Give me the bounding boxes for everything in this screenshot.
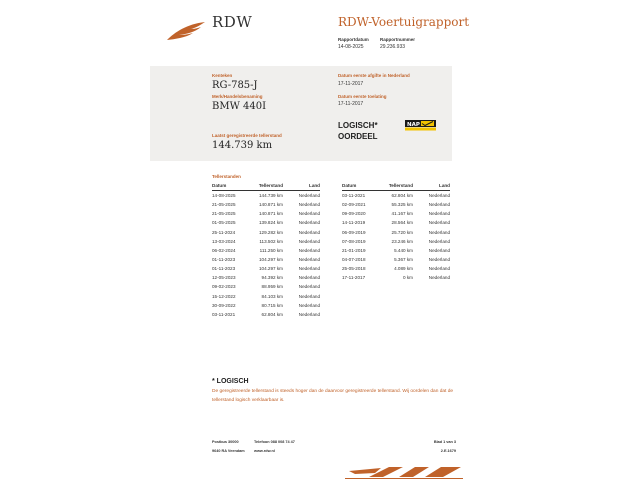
row-datum: 02-09-2021 xyxy=(342,202,366,208)
row-tellerstand: 84.103 km xyxy=(261,293,283,299)
table-row xyxy=(342,218,450,227)
row-tellerstand: 144.739 km xyxy=(258,193,283,199)
row-datum: 01-11-2023 xyxy=(212,257,236,263)
row-land: Nederland xyxy=(298,220,320,226)
col-land: Land xyxy=(413,182,450,191)
table-row xyxy=(342,191,450,201)
tellerstanden-table-left xyxy=(212,182,320,319)
table-row xyxy=(342,209,450,218)
row-land: Nederland xyxy=(428,257,450,263)
row-datum: 25-05-2018 xyxy=(342,266,366,272)
table-row xyxy=(212,310,320,319)
merk-label: Merk/Handelsbenaming xyxy=(212,94,263,99)
row-tellerstand: 104.297 km xyxy=(258,266,283,272)
row-datum: 13-03-2024 xyxy=(212,238,236,244)
tellerstanden-title: Tellerstanden xyxy=(212,174,241,179)
col-land: Land xyxy=(283,182,320,191)
row-datum: 07-08-2019 xyxy=(342,238,366,244)
table-header-row xyxy=(342,182,450,191)
tellerstanden-table-right xyxy=(342,182,450,282)
row-datum: 01-05-2025 xyxy=(212,220,236,226)
row-tellerstand: 80.715 km xyxy=(261,302,283,308)
row-tellerstand: 94.392 km xyxy=(261,275,283,281)
row-tellerstand: 55.325 km xyxy=(391,202,413,208)
row-datum: 30-09-2022 xyxy=(212,302,236,308)
rapportdatum-value: 14-08-2025 xyxy=(338,44,364,50)
row-land: Nederland xyxy=(298,275,320,281)
table-row xyxy=(212,191,320,201)
tellerstand-value: 144.739 km xyxy=(212,140,273,151)
row-tellerstand: 111.250 km xyxy=(259,247,283,253)
row-land: Nederland xyxy=(298,302,320,308)
footer-stripes-icon xyxy=(345,465,463,480)
footer-page: Blad 1 van 3 xyxy=(433,440,456,444)
row-datum: 15-12-2022 xyxy=(212,293,236,299)
row-land: Nederland xyxy=(428,229,450,235)
row-land: Nederland xyxy=(298,202,320,208)
row-land: Nederland xyxy=(298,247,320,253)
logisch-description: De geregistreerde tellerstand is steeds hoger dan de daarvoor geregistreerde tellerstand. Wij oordelen dan dat de tellerstand logisch verklaarbaar is. xyxy=(212,389,454,403)
col-tellerstand: Tellerstand xyxy=(252,182,283,191)
row-datum: 03-11-2021 xyxy=(212,311,236,317)
table-row xyxy=(212,292,320,301)
table-row xyxy=(212,282,320,291)
footer-web: www.rdw.nl xyxy=(254,449,275,453)
row-land: Nederland xyxy=(298,229,320,235)
table-row xyxy=(342,246,450,255)
footer-phone: Telefoon 088 008 74 47 xyxy=(254,440,295,444)
row-tellerstand: 140.871 km xyxy=(258,211,283,217)
footer-code: 2.E.1679 xyxy=(440,449,456,453)
row-datum: 12-05-2023 xyxy=(212,275,236,281)
row-land: Nederland xyxy=(298,257,320,263)
table-row xyxy=(342,200,450,209)
rapportnummer-value: 29.236.933 xyxy=(380,44,406,50)
row-tellerstand: 113.502 km xyxy=(259,238,283,244)
footer-postbus: Postbus 30000 xyxy=(212,440,239,444)
nap-text: NAP xyxy=(407,121,420,128)
row-datum: 21-05-2025 xyxy=(212,202,236,208)
vehicle-summary-band xyxy=(150,66,452,161)
row-tellerstand: 140.871 km xyxy=(258,202,283,208)
table-row xyxy=(342,273,450,282)
table-row xyxy=(212,228,320,237)
report-title: RDW-Voertuigrapport xyxy=(338,15,470,29)
row-land: Nederland xyxy=(298,238,320,244)
table-row xyxy=(212,209,320,218)
row-datum: 17-11-2017 xyxy=(342,275,366,281)
row-land: Nederland xyxy=(428,266,450,272)
col-datum: Datum xyxy=(212,182,252,191)
table-row xyxy=(212,218,320,227)
row-land: Nederland xyxy=(298,284,320,290)
oordeel-label xyxy=(338,120,378,142)
row-land: Nederland xyxy=(298,211,320,217)
oordeel-line2: OORDEEL xyxy=(338,132,378,141)
col-datum: Datum xyxy=(342,182,382,191)
row-tellerstand: 129.282 km xyxy=(258,229,283,235)
row-datum: 21-01-2019 xyxy=(342,247,366,253)
row-datum: 21-05-2025 xyxy=(212,211,236,217)
row-tellerstand: 104.297 km xyxy=(258,257,283,263)
row-datum: 09-09-2020 xyxy=(342,211,366,217)
row-land: Nederland xyxy=(428,220,450,226)
row-land: Nederland xyxy=(428,211,450,217)
table-row xyxy=(212,237,320,246)
row-tellerstand: 0 km xyxy=(403,275,413,281)
row-tellerstand: 62.804 km xyxy=(261,311,283,317)
row-land: Nederland xyxy=(298,193,320,199)
logisch-title: * LOGISCH xyxy=(212,378,249,385)
afgifte-label: Datum eerste afgifte in Nederland xyxy=(338,73,410,78)
row-tellerstand: 139.824 km xyxy=(258,220,283,226)
merk-value: BMW 440I xyxy=(212,101,267,112)
table-row xyxy=(212,273,320,282)
row-datum: 14-11-2019 xyxy=(342,220,366,226)
row-land: Nederland xyxy=(428,202,450,208)
footer-city: 9640 RA Veendam xyxy=(212,449,245,453)
row-datum: 06-02-2024 xyxy=(212,247,236,253)
table-row xyxy=(212,255,320,264)
row-datum: 04-07-2018 xyxy=(342,257,366,263)
row-land: Nederland xyxy=(428,193,450,199)
row-land: Nederland xyxy=(428,238,450,244)
row-datum: 09-02-2023 xyxy=(212,284,236,290)
logo-text: RDW xyxy=(212,13,253,31)
row-tellerstand: 5.367 km xyxy=(394,257,413,263)
row-tellerstand: 23.246 km xyxy=(391,238,413,244)
kenteken-value: RG-785-J xyxy=(212,80,258,91)
row-tellerstand: 88.959 km xyxy=(261,284,283,290)
row-land: Nederland xyxy=(428,247,450,253)
row-datum: 01-11-2023 xyxy=(212,266,236,272)
row-datum: 25-11-2024 xyxy=(212,229,236,235)
oordeel-line1: LOGISCH* xyxy=(338,121,378,130)
afgifte-value: 17-11-2017 xyxy=(338,81,364,87)
row-tellerstand: 41.167 km xyxy=(391,211,413,217)
table-row xyxy=(212,200,320,209)
toelating-value: 17-11-2017 xyxy=(338,101,364,107)
row-datum: 03-11-2021 xyxy=(342,193,366,199)
table-row xyxy=(342,228,450,237)
table-row xyxy=(342,255,450,264)
row-tellerstand: 4.089 km xyxy=(394,266,413,272)
col-tellerstand: Tellerstand xyxy=(382,182,413,191)
table-row xyxy=(212,301,320,310)
row-datum: 06-09-2019 xyxy=(342,229,366,235)
row-tellerstand: 28.564 km xyxy=(391,220,413,226)
row-land: Nederland xyxy=(428,275,450,281)
table-row xyxy=(342,264,450,273)
row-tellerstand: 62.804 km xyxy=(391,193,413,199)
row-land: Nederland xyxy=(298,293,320,299)
row-tellerstand: 25.720 km xyxy=(391,229,413,235)
table-header-row xyxy=(212,182,320,191)
rapportdatum-label: Rapportdatum xyxy=(338,37,369,42)
table-row xyxy=(342,237,450,246)
row-land: Nederland xyxy=(298,266,320,272)
row-datum: 14-08-2025 xyxy=(212,193,236,199)
kenteken-label: Kenteken xyxy=(212,73,233,78)
tellerstand-label: Laatst geregistreerde tellerstand xyxy=(212,133,282,138)
nap-logo-icon xyxy=(405,118,436,129)
table-row xyxy=(212,264,320,273)
rapportnummer-label: Rapportnummer xyxy=(380,37,416,42)
rdw-logo-icon xyxy=(165,20,207,42)
row-tellerstand: 5.440 km xyxy=(394,247,413,253)
toelating-label: Datum eerste toelating xyxy=(338,94,387,99)
row-land: Nederland xyxy=(298,311,320,317)
table-row xyxy=(212,246,320,255)
